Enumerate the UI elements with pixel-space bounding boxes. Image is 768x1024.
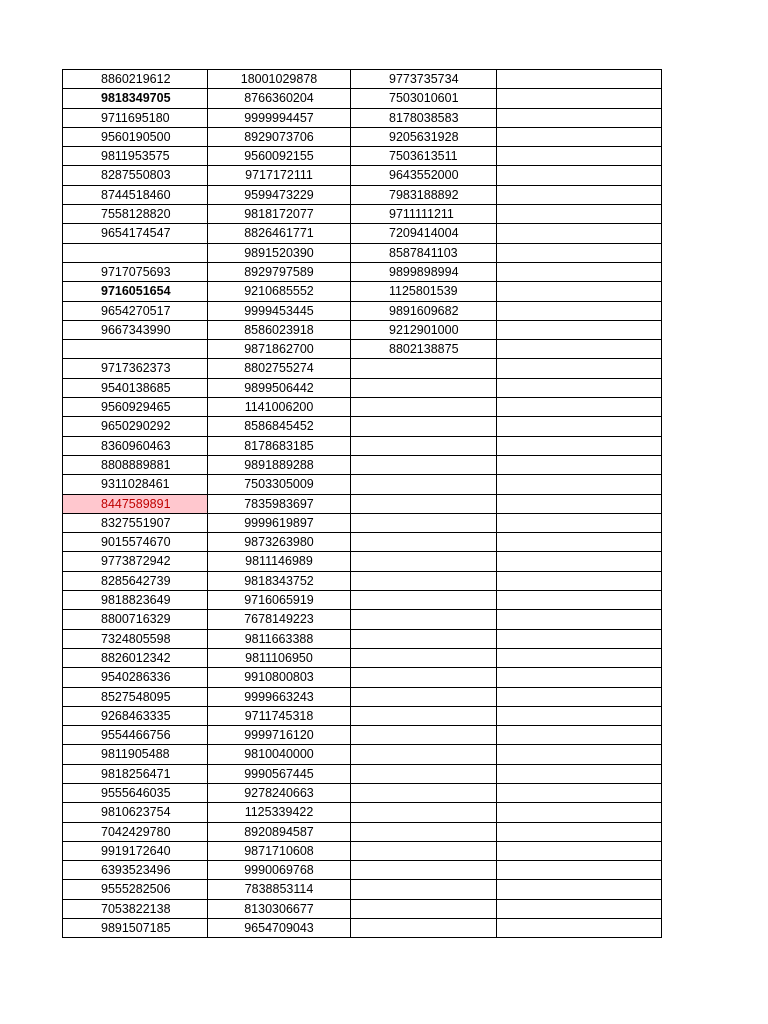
- table-cell[interactable]: [351, 629, 497, 648]
- table-row: [63, 648, 662, 667]
- table-cell[interactable]: 9999619897: [208, 513, 351, 532]
- table-cell[interactable]: [497, 340, 662, 359]
- table-cell[interactable]: 9555282506: [63, 880, 208, 899]
- table-row: [63, 726, 662, 745]
- table-cell[interactable]: 7053822138: [63, 899, 208, 918]
- table-cell[interactable]: 9990567445: [208, 764, 351, 783]
- table-cell[interactable]: 7678149223: [208, 610, 351, 629]
- table-cell[interactable]: 9654270517: [63, 301, 208, 320]
- table-cell[interactable]: 9871710608: [208, 841, 351, 860]
- table-cell[interactable]: 7838853114: [208, 880, 351, 899]
- table-cell[interactable]: [497, 899, 662, 918]
- table-row: [63, 282, 662, 301]
- table-cell[interactable]: [497, 398, 662, 417]
- table-cell[interactable]: [351, 378, 497, 397]
- table-row: [63, 571, 662, 590]
- table-cell[interactable]: 9899506442: [208, 378, 351, 397]
- table-cell[interactable]: [351, 552, 497, 571]
- table-cell[interactable]: [497, 687, 662, 706]
- table-cell[interactable]: [351, 687, 497, 706]
- table-row: [63, 70, 662, 89]
- table-cell[interactable]: [497, 224, 662, 243]
- table-cell[interactable]: 8285642739: [63, 571, 208, 590]
- table-cell[interactable]: 9810623754: [63, 803, 208, 822]
- table-cell[interactable]: [497, 803, 662, 822]
- table-cell[interactable]: 7503010601: [351, 89, 497, 108]
- table-cell[interactable]: 9717362373: [63, 359, 208, 378]
- table-cell[interactable]: 9643552000: [351, 166, 497, 185]
- table-cell[interactable]: [497, 359, 662, 378]
- table-cell[interactable]: [497, 475, 662, 494]
- table-row: [63, 224, 662, 243]
- table-cell[interactable]: [63, 243, 208, 262]
- table-row: [63, 301, 662, 320]
- table-row: [63, 513, 662, 532]
- table-cell[interactable]: 1125339422: [208, 803, 351, 822]
- table-row: [63, 610, 662, 629]
- table-cell[interactable]: 8586845452: [208, 417, 351, 436]
- table-cell[interactable]: 8860219612: [63, 70, 208, 89]
- table-cell[interactable]: [351, 880, 497, 899]
- table-row: [63, 359, 662, 378]
- table-cell[interactable]: [351, 822, 497, 841]
- table-cell[interactable]: [497, 726, 662, 745]
- table-cell[interactable]: 8287550803: [63, 166, 208, 185]
- table-cell[interactable]: 8802138875: [351, 340, 497, 359]
- table-cell[interactable]: 9554466756: [63, 726, 208, 745]
- table-cell[interactable]: [497, 919, 662, 938]
- table-cell[interactable]: [351, 745, 497, 764]
- table-cell[interactable]: 9555646035: [63, 783, 208, 802]
- table-row: [63, 783, 662, 802]
- table-cell[interactable]: 9810040000: [208, 745, 351, 764]
- table-cell[interactable]: 9999663243: [208, 687, 351, 706]
- table-cell[interactable]: [351, 861, 497, 880]
- table-cell[interactable]: 9891507185: [63, 919, 208, 938]
- table-row: [63, 687, 662, 706]
- table-row: [63, 262, 662, 281]
- table-cell[interactable]: 8587841103: [351, 243, 497, 262]
- table-row: [63, 745, 662, 764]
- table-cell[interactable]: [497, 70, 662, 89]
- table-cell[interactable]: 9818349705: [63, 89, 208, 108]
- table-cell[interactable]: 9891520390: [208, 243, 351, 262]
- table-cell[interactable]: 9773735734: [351, 70, 497, 89]
- table-cell[interactable]: [497, 629, 662, 648]
- table-cell[interactable]: [497, 301, 662, 320]
- table-cell[interactable]: [351, 648, 497, 667]
- table-cell[interactable]: [497, 378, 662, 397]
- table-cell[interactable]: 7324805598: [63, 629, 208, 648]
- table-cell[interactable]: 9560190500: [63, 127, 208, 146]
- table-cell[interactable]: 9711695180: [63, 108, 208, 127]
- table-cell[interactable]: 9919172640: [63, 841, 208, 860]
- table-cell[interactable]: 9999453445: [208, 301, 351, 320]
- table-cell[interactable]: [351, 533, 497, 552]
- table-cell[interactable]: [497, 571, 662, 590]
- table-cell[interactable]: [351, 436, 497, 455]
- table-cell[interactable]: [497, 648, 662, 667]
- table-cell[interactable]: 8178683185: [208, 436, 351, 455]
- table-row: [63, 185, 662, 204]
- table-cell[interactable]: 9650290292: [63, 417, 208, 436]
- table-row: [63, 880, 662, 899]
- table-cell[interactable]: [351, 610, 497, 629]
- table-row: [63, 552, 662, 571]
- table-row: [63, 243, 662, 262]
- table-cell[interactable]: 9711111211: [351, 205, 497, 224]
- table-cell[interactable]: 1141006200: [208, 398, 351, 417]
- table-cell[interactable]: [351, 359, 497, 378]
- table-cell[interactable]: 9818172077: [208, 205, 351, 224]
- table-row: [63, 919, 662, 938]
- table-cell[interactable]: [497, 494, 662, 513]
- table-cell[interactable]: 7558128820: [63, 205, 208, 224]
- table-cell[interactable]: [497, 861, 662, 880]
- table-cell[interactable]: 9811953575: [63, 147, 208, 166]
- table-cell[interactable]: 9811663388: [208, 629, 351, 648]
- table-cell[interactable]: 9811106950: [208, 648, 351, 667]
- table-row: [63, 668, 662, 687]
- table-cell[interactable]: [497, 417, 662, 436]
- table-cell[interactable]: [497, 185, 662, 204]
- table-cell[interactable]: 9212901000: [351, 320, 497, 339]
- table-row: [63, 861, 662, 880]
- table-cell[interactable]: 18001029878: [208, 70, 351, 89]
- table-cell[interactable]: [351, 455, 497, 474]
- table-cell[interactable]: [497, 147, 662, 166]
- table-cell[interactable]: 9999716120: [208, 726, 351, 745]
- table-cell[interactable]: 9717075693: [63, 262, 208, 281]
- table-cell[interactable]: 8920894587: [208, 822, 351, 841]
- table-cell[interactable]: [497, 108, 662, 127]
- table-cell[interactable]: 8800716329: [63, 610, 208, 629]
- table-cell[interactable]: [351, 803, 497, 822]
- table-cell[interactable]: [497, 320, 662, 339]
- table-cell[interactable]: 9811905488: [63, 745, 208, 764]
- table-cell[interactable]: 8360960463: [63, 436, 208, 455]
- table-row: [63, 320, 662, 339]
- table-row: [63, 378, 662, 397]
- table-row: [63, 803, 662, 822]
- table-cell[interactable]: 9560929465: [63, 398, 208, 417]
- table-cell[interactable]: 9654709043: [208, 919, 351, 938]
- table-cell[interactable]: 9811146989: [208, 552, 351, 571]
- table-cell[interactable]: 7209414004: [351, 224, 497, 243]
- table-cell[interactable]: [351, 513, 497, 532]
- table-cell[interactable]: 9540138685: [63, 378, 208, 397]
- table-cell[interactable]: 8744518460: [63, 185, 208, 204]
- table-cell[interactable]: 9717172111: [208, 166, 351, 185]
- table-cell[interactable]: 8766360204: [208, 89, 351, 108]
- table-cell[interactable]: 9818343752: [208, 571, 351, 590]
- table-cell[interactable]: 9278240663: [208, 783, 351, 802]
- table-cell[interactable]: 8826461771: [208, 224, 351, 243]
- table-cell[interactable]: [497, 166, 662, 185]
- table-cell[interactable]: [351, 591, 497, 610]
- table-cell[interactable]: [351, 764, 497, 783]
- table-cell[interactable]: 9540286336: [63, 668, 208, 687]
- table-row: [63, 629, 662, 648]
- table-cell[interactable]: 9871862700: [208, 340, 351, 359]
- table-row: [63, 89, 662, 108]
- table-cell[interactable]: [497, 706, 662, 725]
- table-cell[interactable]: [351, 919, 497, 938]
- table-cell[interactable]: [351, 783, 497, 802]
- table-row: [63, 533, 662, 552]
- table-cell[interactable]: [351, 571, 497, 590]
- table-cell[interactable]: [63, 340, 208, 359]
- table-cell[interactable]: 9311028461: [63, 475, 208, 494]
- table-cell[interactable]: [351, 841, 497, 860]
- table-row: [63, 822, 662, 841]
- table-cell[interactable]: [497, 436, 662, 455]
- table-row: [63, 108, 662, 127]
- table-cell[interactable]: 6393523496: [63, 861, 208, 880]
- table-cell[interactable]: [497, 513, 662, 532]
- table-row: [63, 591, 662, 610]
- table-cell[interactable]: 8808889881: [63, 455, 208, 474]
- table-cell[interactable]: [351, 494, 497, 513]
- table-row: [63, 436, 662, 455]
- table-cell[interactable]: 9818256471: [63, 764, 208, 783]
- table-cell[interactable]: 7503305009: [208, 475, 351, 494]
- table-cell[interactable]: 9773872942: [63, 552, 208, 571]
- table-cell[interactable]: [497, 243, 662, 262]
- table-cell[interactable]: [497, 764, 662, 783]
- table-cell[interactable]: [497, 783, 662, 802]
- table-cell[interactable]: [351, 668, 497, 687]
- table-cell[interactable]: 9210685552: [208, 282, 351, 301]
- table-cell[interactable]: 9654174547: [63, 224, 208, 243]
- table-cell[interactable]: [351, 475, 497, 494]
- table-cell[interactable]: [351, 706, 497, 725]
- table-row: [63, 340, 662, 359]
- table-cell[interactable]: 8178038583: [351, 108, 497, 127]
- table-cell[interactable]: 9891889288: [208, 455, 351, 474]
- table-cell[interactable]: 7042429780: [63, 822, 208, 841]
- table-row: [63, 166, 662, 185]
- table-cell[interactable]: [497, 127, 662, 146]
- table-row: [63, 205, 662, 224]
- table-cell[interactable]: [497, 552, 662, 571]
- table-row: [63, 706, 662, 725]
- table-cell[interactable]: 8929073706: [208, 127, 351, 146]
- table-row: [63, 455, 662, 474]
- table-row: [63, 398, 662, 417]
- table-cell[interactable]: [497, 89, 662, 108]
- table-cell[interactable]: [497, 205, 662, 224]
- table-cell[interactable]: [351, 726, 497, 745]
- table-cell[interactable]: 7503613511: [351, 147, 497, 166]
- table-cell[interactable]: [351, 899, 497, 918]
- table-row: [63, 127, 662, 146]
- phone-number-table: [62, 69, 662, 938]
- table-cell[interactable]: 8802755274: [208, 359, 351, 378]
- table-cell[interactable]: 7983188892: [351, 185, 497, 204]
- table-cell[interactable]: 8929797589: [208, 262, 351, 281]
- table-cell[interactable]: 9990069768: [208, 861, 351, 880]
- table-row: [63, 899, 662, 918]
- table-cell[interactable]: 8130306677: [208, 899, 351, 918]
- table-cell[interactable]: 9711745318: [208, 706, 351, 725]
- table-cell[interactable]: 7835983697: [208, 494, 351, 513]
- table-cell[interactable]: [351, 398, 497, 417]
- table-cell[interactable]: 9910800803: [208, 668, 351, 687]
- table-cell[interactable]: [497, 668, 662, 687]
- table-cell[interactable]: 8826012342: [63, 648, 208, 667]
- table-cell[interactable]: 9716065919: [208, 591, 351, 610]
- table-cell[interactable]: [497, 610, 662, 629]
- table-cell[interactable]: [497, 282, 662, 301]
- table-row: [63, 764, 662, 783]
- table-cell[interactable]: [351, 417, 497, 436]
- table-cell[interactable]: 9891609682: [351, 301, 497, 320]
- table-cell[interactable]: 8327551907: [63, 513, 208, 532]
- table-cell[interactable]: 9015574670: [63, 533, 208, 552]
- table-cell[interactable]: 9560092155: [208, 147, 351, 166]
- table-cell[interactable]: 1125801539: [351, 282, 497, 301]
- table-cell[interactable]: [497, 591, 662, 610]
- table-cell[interactable]: 9873263980: [208, 533, 351, 552]
- table-row: [63, 494, 662, 513]
- table-row: [63, 147, 662, 166]
- table-cell[interactable]: 9716051654: [63, 282, 208, 301]
- table-cell[interactable]: [497, 455, 662, 474]
- table-cell[interactable]: 9899898994: [351, 262, 497, 281]
- table-cell[interactable]: 9599473229: [208, 185, 351, 204]
- table-cell[interactable]: 9268463335: [63, 706, 208, 725]
- table-cell[interactable]: [497, 880, 662, 899]
- table-cell[interactable]: [497, 533, 662, 552]
- table-row: [63, 417, 662, 436]
- table-cell[interactable]: 9999994457: [208, 108, 351, 127]
- table-cell[interactable]: 8527548095: [63, 687, 208, 706]
- table-cell[interactable]: [497, 822, 662, 841]
- table-cell[interactable]: 8586023918: [208, 320, 351, 339]
- highlighted-cell[interactable]: 8447589891: [63, 494, 208, 513]
- table-cell[interactable]: 9205631928: [351, 127, 497, 146]
- table-row: [63, 475, 662, 494]
- table-row: [63, 841, 662, 860]
- table-body: [63, 70, 662, 938]
- table-cell[interactable]: [497, 262, 662, 281]
- table-cell[interactable]: [497, 745, 662, 764]
- table-cell[interactable]: 9667343990: [63, 320, 208, 339]
- table-cell[interactable]: 9818823649: [63, 591, 208, 610]
- table-cell[interactable]: [497, 841, 662, 860]
